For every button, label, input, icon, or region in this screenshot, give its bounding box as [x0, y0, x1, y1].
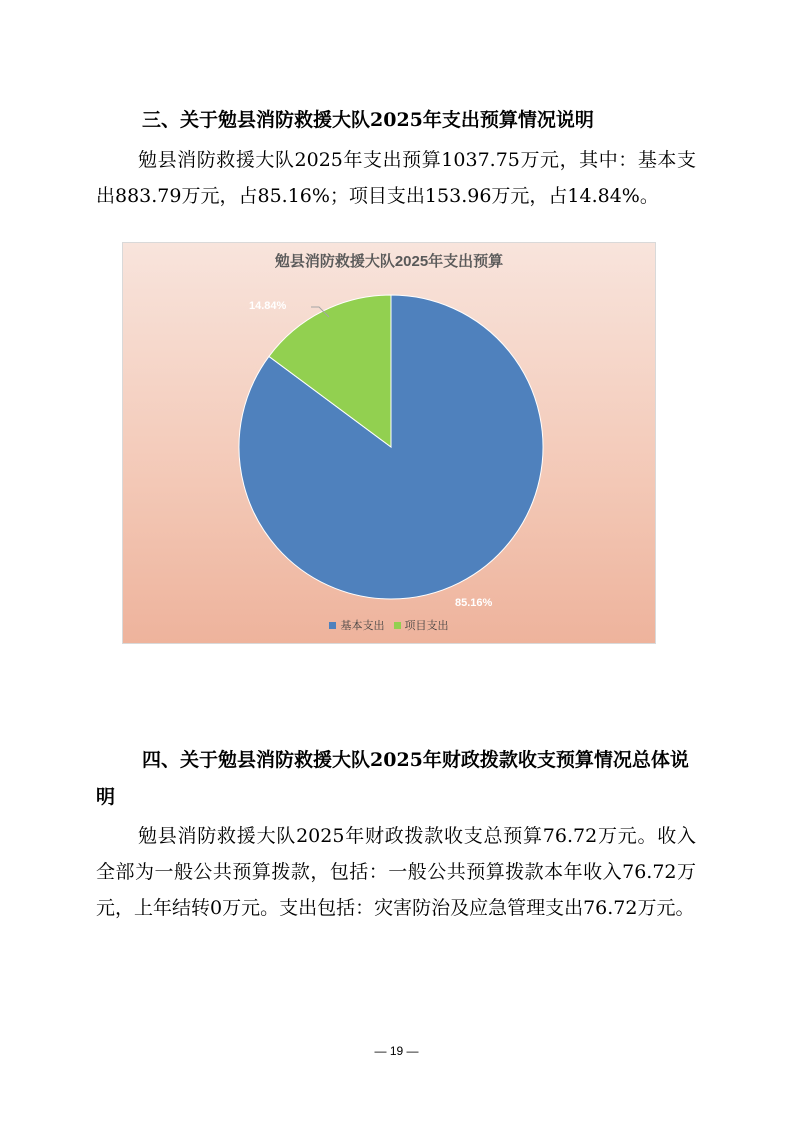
- legend-swatch-basic: [329, 622, 336, 629]
- chart-title: 勉县消防救援大队2025年支出预算: [274, 253, 504, 270]
- legend-item-project: [394, 617, 449, 633]
- page-number: — 19 —: [374, 1044, 419, 1058]
- legend-swatch-project: [394, 622, 401, 629]
- expense-pie-chart: [122, 242, 656, 644]
- section-4-heading: 四、关于勉县消防救援大队2025年财政拨款收支预算情况总体说明: [96, 749, 689, 808]
- legend-item-basic: [329, 617, 384, 633]
- legend-label-project: 项目支出: [404, 620, 449, 632]
- pie-chart-svg: [123, 243, 655, 643]
- chart-legend: [123, 617, 655, 633]
- section-3-heading: 三、关于勉县消防救援大队2025年支出预算情况说明: [142, 109, 594, 131]
- legend-label-basic: 基本支出: [340, 620, 385, 632]
- slice-label-project: 14.84%: [249, 300, 287, 312]
- slice-label-basic: 85.16%: [455, 597, 493, 609]
- section-4-body: 勉县消防救援大队2025年财政拨款收支总预算76.72万元。收入全部为一般公共预算拨款，包括：一般公共预算拨款本年收入76.72万元，上年结转0万元。支出包括：灾害防治及应急管理支出76.72万元。: [96, 825, 696, 919]
- section-3-body: 勉县消防救援大队2025年支出预算1037.75万元，其中：基本支出883.79万元，占85.16%；项目支出153.96万元，占14.84%。: [96, 149, 696, 207]
